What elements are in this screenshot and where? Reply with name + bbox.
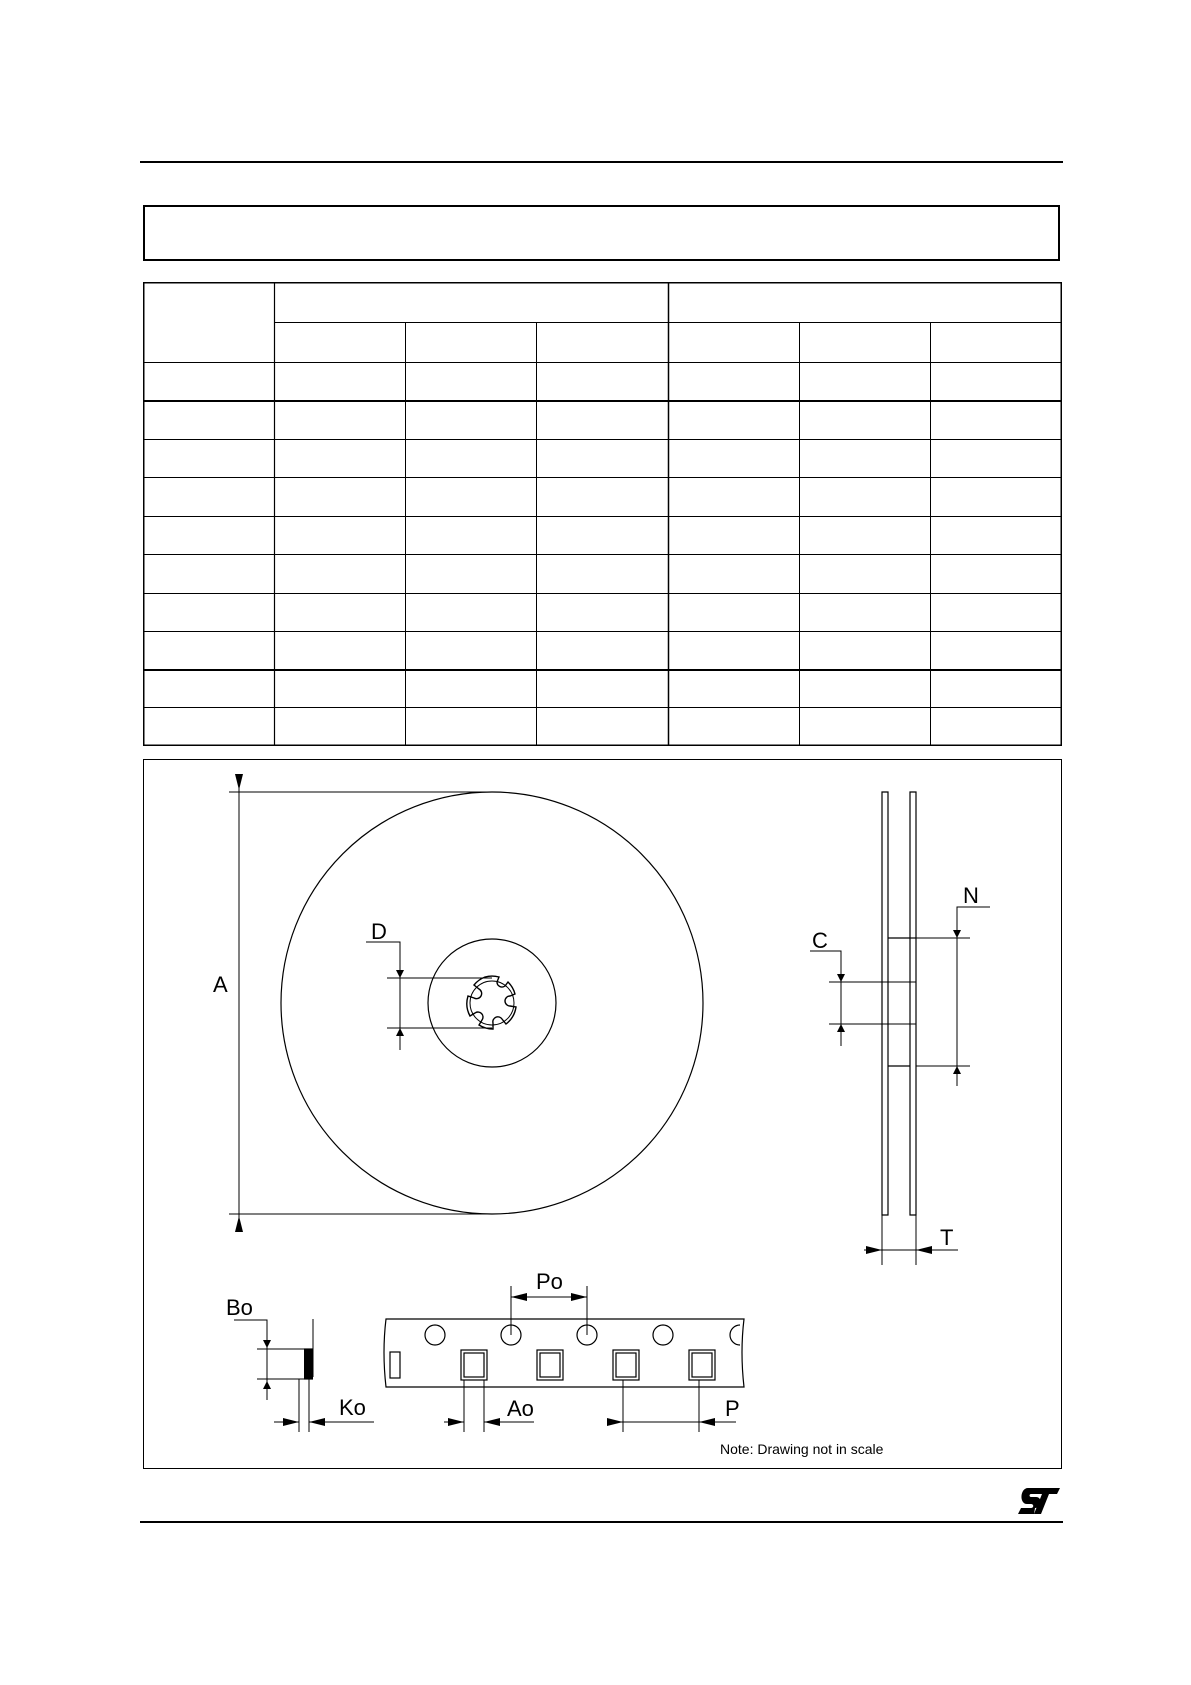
drawing-note: Note: Drawing not in scale bbox=[720, 1441, 884, 1457]
reel-side-view bbox=[810, 792, 990, 1265]
header-rule bbox=[140, 161, 1063, 163]
dimensions-table bbox=[143, 282, 1062, 746]
label-Bo: Bo bbox=[226, 1295, 253, 1320]
reel-and-tape-drawing bbox=[143, 759, 1062, 1469]
reel-center-hole bbox=[467, 976, 516, 1029]
footer-rule bbox=[140, 1521, 1063, 1523]
reel-hub-circle bbox=[428, 939, 556, 1067]
label-P: P bbox=[725, 1396, 740, 1421]
label-Ao: Ao bbox=[507, 1396, 534, 1421]
label-Po: Po bbox=[536, 1269, 563, 1294]
st-logo-icon bbox=[1016, 1486, 1061, 1516]
label-N: N bbox=[963, 883, 979, 908]
reel-front-view bbox=[229, 792, 703, 1214]
label-Ko: Ko bbox=[339, 1395, 366, 1420]
carrier-tape-strip bbox=[384, 1286, 744, 1432]
reel-outer-circle bbox=[281, 792, 703, 1214]
label-A: A bbox=[213, 972, 228, 997]
label-D: D bbox=[371, 919, 387, 944]
table-title-box bbox=[143, 205, 1060, 261]
label-C: C bbox=[812, 928, 828, 953]
label-T: T bbox=[940, 1225, 954, 1250]
